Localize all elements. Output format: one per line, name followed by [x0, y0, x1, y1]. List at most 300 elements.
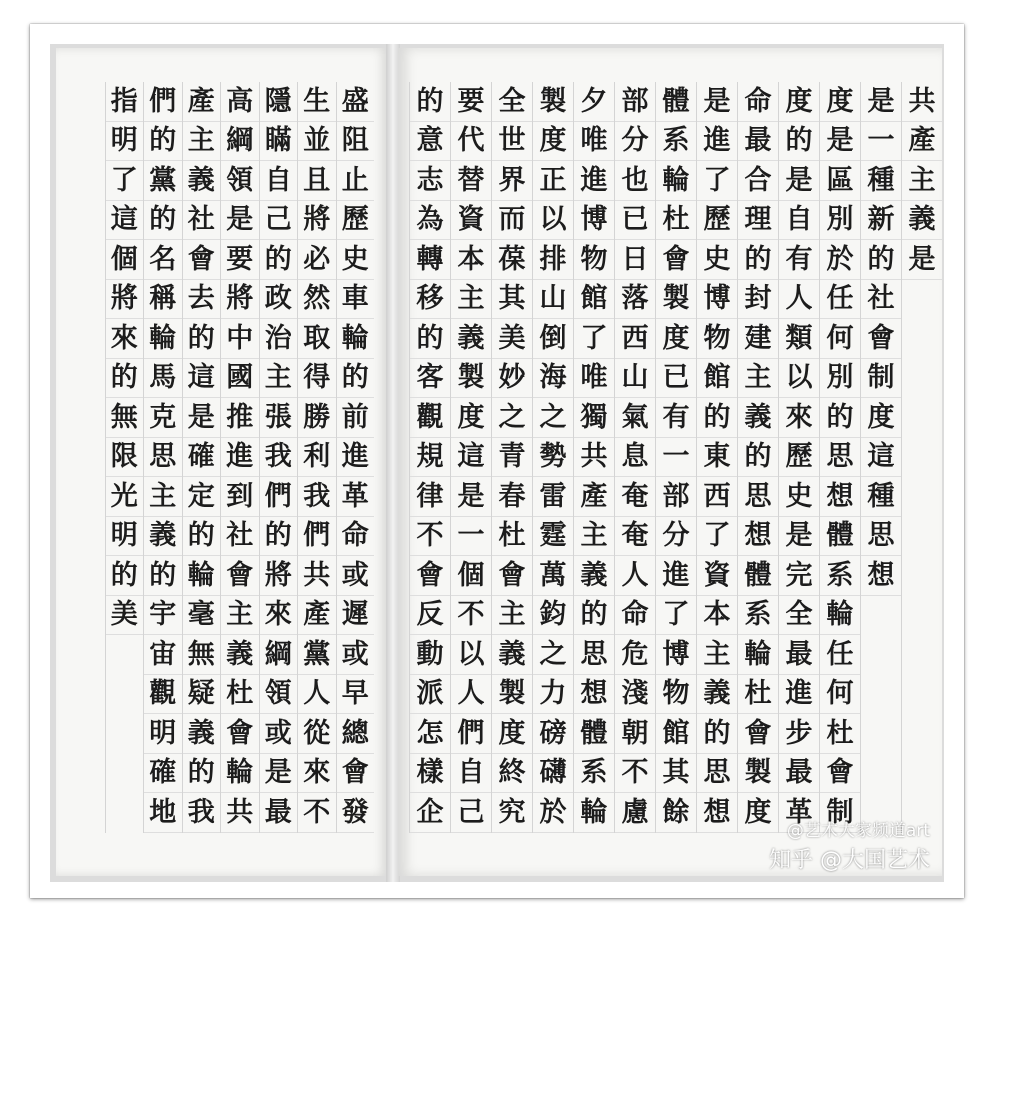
calligraphy-character: 企 [410, 793, 450, 833]
calligraphy-character: 革 [779, 793, 819, 833]
calligraphy-character: 不 [410, 517, 450, 557]
calligraphy-character: 建 [738, 319, 778, 359]
calligraphy-character: 無 [106, 398, 144, 438]
right-page-column [532, 82, 573, 833]
calligraphy-character: 是 [779, 161, 819, 201]
calligraphy-character: 想 [861, 556, 901, 596]
calligraphy-character: 定 [183, 477, 221, 517]
calligraphy-character: 地 [144, 793, 182, 833]
calligraphy-character: 輪 [820, 596, 860, 636]
calligraphy-character: 指 [106, 82, 144, 122]
watermark-line-1: @艺术大家频道art [786, 821, 930, 841]
calligraphy-character: 主 [451, 280, 491, 320]
calligraphy-character: 限 [106, 438, 144, 478]
calligraphy-character: 度 [533, 122, 573, 162]
right-page-column [573, 82, 614, 833]
right-page-column [614, 82, 655, 833]
calligraphy-character: 自 [260, 161, 298, 201]
calligraphy-character: 的 [738, 438, 778, 478]
calligraphy-character: 最 [260, 793, 298, 833]
calligraphy-character: 於 [533, 793, 573, 833]
calligraphy-book-photo [50, 44, 944, 882]
calligraphy-character: 體 [738, 556, 778, 596]
calligraphy-character: 是 [260, 754, 298, 794]
calligraphy-character: 想 [574, 675, 614, 715]
calligraphy-character: 唯 [574, 359, 614, 399]
calligraphy-character: 不 [298, 793, 336, 833]
calligraphy-character: 之 [533, 398, 573, 438]
calligraphy-character: 疑 [183, 675, 221, 715]
calligraphy-character: 客 [410, 359, 450, 399]
calligraphy-character: 治 [260, 319, 298, 359]
calligraphy-character: 杜 [656, 201, 696, 241]
calligraphy-character: 確 [183, 438, 221, 478]
calligraphy-character: 是 [451, 477, 491, 517]
calligraphy-character: 磅 [533, 714, 573, 754]
calligraphy-character: 鈞 [533, 596, 573, 636]
calligraphy-character: 是 [183, 398, 221, 438]
calligraphy-character: 春 [492, 477, 532, 517]
right-page-column [778, 82, 819, 833]
calligraphy-character: 輪 [183, 556, 221, 596]
calligraphy-character: 這 [183, 359, 221, 399]
calligraphy-character: 一 [451, 517, 491, 557]
right-page-column [819, 82, 860, 833]
calligraphy-character: 有 [656, 398, 696, 438]
calligraphy-character: 思 [697, 754, 737, 794]
calligraphy-character: 共 [221, 793, 259, 833]
calligraphy-character: 種 [861, 161, 901, 201]
calligraphy-character: 領 [260, 675, 298, 715]
calligraphy-character: 獨 [574, 398, 614, 438]
calligraphy-character: 反 [410, 596, 450, 636]
calligraphy-character: 有 [779, 240, 819, 280]
calligraphy-character: 度 [738, 793, 778, 833]
calligraphy-character: 倒 [533, 319, 573, 359]
calligraphy-character: 領 [221, 161, 259, 201]
calligraphy-character: 力 [533, 675, 573, 715]
calligraphy-character: 確 [144, 754, 182, 794]
left-page-column [105, 82, 144, 833]
right-page-column [491, 82, 532, 833]
calligraphy-character: 區 [820, 161, 860, 201]
calligraphy-character: 夕 [574, 82, 614, 122]
calligraphy-character: 系 [820, 556, 860, 596]
calligraphy-character: 的 [410, 82, 450, 122]
calligraphy-character: 的 [260, 517, 298, 557]
calligraphy-character: 系 [656, 122, 696, 162]
calligraphy-character: 館 [574, 280, 614, 320]
calligraphy-character: 種 [861, 477, 901, 517]
calligraphy-character: 杜 [492, 517, 532, 557]
calligraphy-character: 來 [106, 319, 144, 359]
calligraphy-character: 是 [221, 201, 259, 241]
calligraphy-character: 系 [738, 596, 778, 636]
left-page [56, 48, 388, 876]
calligraphy-character: 任 [820, 635, 860, 675]
calligraphy-character: 而 [492, 201, 532, 241]
calligraphy-character: 會 [221, 556, 259, 596]
calligraphy-character: 物 [574, 240, 614, 280]
calligraphy-character: 會 [861, 319, 901, 359]
calligraphy-character: 主 [144, 477, 182, 517]
calligraphy-character: 進 [656, 556, 696, 596]
calligraphy-character: 其 [492, 280, 532, 320]
calligraphy-character: 的 [779, 122, 819, 162]
calligraphy-character: 志 [410, 161, 450, 201]
calligraphy-character: 黨 [298, 635, 336, 675]
calligraphy-character: 杜 [820, 714, 860, 754]
calligraphy-character: 或 [337, 635, 375, 675]
calligraphy-character: 已 [656, 359, 696, 399]
calligraphy-character: 想 [697, 793, 737, 833]
calligraphy-character: 海 [533, 359, 573, 399]
calligraphy-character: 輪 [337, 319, 375, 359]
calligraphy-character: 總 [337, 714, 375, 754]
calligraphy-character: 封 [738, 280, 778, 320]
calligraphy-character: 系 [574, 754, 614, 794]
calligraphy-character: 動 [410, 635, 450, 675]
left-page-column [220, 82, 259, 833]
calligraphy-character: 或 [337, 556, 375, 596]
calligraphy-character: 館 [697, 359, 737, 399]
calligraphy-character: 製 [451, 359, 491, 399]
calligraphy-character: 最 [779, 635, 819, 675]
calligraphy-character: 們 [298, 517, 336, 557]
calligraphy-character: 體 [656, 82, 696, 122]
calligraphy-character: 妙 [492, 359, 532, 399]
calligraphy-character: 任 [820, 280, 860, 320]
calligraphy-character: 的 [183, 754, 221, 794]
calligraphy-character: 制 [861, 359, 901, 399]
calligraphy-character: 的 [337, 359, 375, 399]
calligraphy-character: 輪 [656, 161, 696, 201]
calligraphy-character: 義 [738, 398, 778, 438]
calligraphy-character: 美 [492, 319, 532, 359]
calligraphy-character: 製 [533, 82, 573, 122]
calligraphy-character: 的 [183, 517, 221, 557]
calligraphy-character: 分 [656, 517, 696, 557]
calligraphy-character: 的 [144, 122, 182, 162]
calligraphy-character: 觀 [144, 675, 182, 715]
calligraphy-character: 來 [298, 754, 336, 794]
calligraphy-character: 取 [298, 319, 336, 359]
calligraphy-character: 輪 [574, 793, 614, 833]
right-page-text-grid [416, 82, 942, 833]
calligraphy-character: 觀 [410, 398, 450, 438]
calligraphy-character: 輪 [738, 635, 778, 675]
calligraphy-character: 已 [615, 201, 655, 241]
calligraphy-character: 了 [106, 161, 144, 201]
calligraphy-character: 然 [298, 280, 336, 320]
calligraphy-character: 本 [697, 596, 737, 636]
calligraphy-character: 的 [106, 556, 144, 596]
watermark [769, 816, 930, 874]
calligraphy-character: 中 [221, 319, 259, 359]
calligraphy-character: 來 [260, 596, 298, 636]
calligraphy-character: 館 [656, 714, 696, 754]
calligraphy-character: 進 [697, 122, 737, 162]
calligraphy-character: 會 [183, 240, 221, 280]
calligraphy-character: 光 [106, 477, 144, 517]
calligraphy-character: 一 [656, 438, 696, 478]
calligraphy-character: 會 [656, 240, 696, 280]
calligraphy-character: 們 [451, 714, 491, 754]
calligraphy-character: 朝 [615, 714, 655, 754]
calligraphy-character: 其 [656, 754, 696, 794]
calligraphy-character: 主 [492, 596, 532, 636]
calligraphy-character: 物 [697, 319, 737, 359]
calligraphy-character: 霆 [533, 517, 573, 557]
calligraphy-character: 資 [451, 201, 491, 241]
calligraphy-character: 製 [738, 754, 778, 794]
calligraphy-character: 是 [861, 82, 901, 122]
calligraphy-character: 這 [106, 201, 144, 241]
calligraphy-character: 義 [221, 635, 259, 675]
calligraphy-character: 度 [779, 82, 819, 122]
calligraphy-character: 將 [221, 280, 259, 320]
calligraphy-character: 命 [615, 596, 655, 636]
calligraphy-character: 終 [492, 754, 532, 794]
calligraphy-character: 產 [298, 596, 336, 636]
calligraphy-character: 了 [656, 596, 696, 636]
left-page-text-grid [105, 82, 375, 833]
calligraphy-character: 究 [492, 793, 532, 833]
calligraphy-character: 是 [697, 82, 737, 122]
calligraphy-character: 合 [738, 161, 778, 201]
calligraphy-character: 且 [298, 161, 336, 201]
calligraphy-character: 進 [574, 161, 614, 201]
calligraphy-character: 義 [183, 161, 221, 201]
calligraphy-character: 將 [260, 556, 298, 596]
calligraphy-character: 我 [183, 793, 221, 833]
calligraphy-character: 義 [144, 517, 182, 557]
calligraphy-character: 樣 [410, 754, 450, 794]
watermark-line-2: 知乎 @大国艺术 [769, 848, 930, 873]
calligraphy-character: 的 [697, 714, 737, 754]
calligraphy-character: 瞞 [260, 122, 298, 162]
calligraphy-character: 高 [221, 82, 259, 122]
calligraphy-character: 部 [615, 82, 655, 122]
calligraphy-character: 綱 [260, 635, 298, 675]
calligraphy-character: 利 [298, 438, 336, 478]
calligraphy-character: 義 [574, 556, 614, 596]
calligraphy-character: 名 [144, 240, 182, 280]
calligraphy-character: 的 [738, 240, 778, 280]
calligraphy-character: 的 [260, 240, 298, 280]
calligraphy-character: 共 [574, 438, 614, 478]
calligraphy-character: 山 [533, 280, 573, 320]
calligraphy-character: 來 [779, 398, 819, 438]
calligraphy-character: 全 [492, 82, 532, 122]
calligraphy-character: 製 [492, 675, 532, 715]
calligraphy-character: 要 [451, 82, 491, 122]
calligraphy-character: 不 [451, 596, 491, 636]
calligraphy-character: 命 [337, 517, 375, 557]
calligraphy-character: 義 [183, 714, 221, 754]
calligraphy-character: 淺 [615, 675, 655, 715]
calligraphy-character: 社 [861, 280, 901, 320]
calligraphy-character: 替 [451, 161, 491, 201]
calligraphy-character: 綱 [221, 122, 259, 162]
calligraphy-character: 馬 [144, 359, 182, 399]
calligraphy-character: 產 [902, 122, 942, 162]
calligraphy-character: 轉 [410, 240, 450, 280]
calligraphy-character: 我 [298, 477, 336, 517]
calligraphy-character: 早 [337, 675, 375, 715]
calligraphy-character: 餘 [656, 793, 696, 833]
calligraphy-character: 主 [697, 635, 737, 675]
calligraphy-character: 博 [574, 201, 614, 241]
calligraphy-character: 產 [183, 82, 221, 122]
calligraphy-character: 歷 [697, 201, 737, 241]
calligraphy-character: 奄 [615, 477, 655, 517]
calligraphy-character: 最 [738, 122, 778, 162]
calligraphy-character: 製 [656, 280, 696, 320]
calligraphy-character: 勢 [533, 438, 573, 478]
calligraphy-character: 人 [615, 556, 655, 596]
calligraphy-character: 世 [492, 122, 532, 162]
calligraphy-character: 車 [337, 280, 375, 320]
calligraphy-character: 度 [861, 398, 901, 438]
calligraphy-character: 度 [451, 398, 491, 438]
calligraphy-character: 思 [820, 438, 860, 478]
calligraphy-character: 明 [106, 517, 144, 557]
calligraphy-character: 度 [492, 714, 532, 754]
calligraphy-character: 政 [260, 280, 298, 320]
calligraphy-character: 別 [820, 201, 860, 241]
right-page-column [450, 82, 491, 833]
calligraphy-character: 東 [697, 438, 737, 478]
calligraphy-character: 新 [861, 201, 901, 241]
calligraphy-character: 主 [221, 596, 259, 636]
calligraphy-character: 將 [106, 280, 144, 320]
calligraphy-character: 從 [298, 714, 336, 754]
calligraphy-character: 們 [260, 477, 298, 517]
left-page-column [259, 82, 298, 833]
calligraphy-character: 氣 [615, 398, 655, 438]
calligraphy-character: 宇 [144, 596, 182, 636]
calligraphy-character: 我 [260, 438, 298, 478]
calligraphy-character: 社 [221, 517, 259, 557]
calligraphy-character: 主 [738, 359, 778, 399]
calligraphy-character: 分 [615, 122, 655, 162]
calligraphy-character: 何 [820, 675, 860, 715]
calligraphy-character: 進 [221, 438, 259, 478]
calligraphy-character: 思 [144, 438, 182, 478]
calligraphy-character: 的 [820, 398, 860, 438]
calligraphy-character: 以 [451, 635, 491, 675]
calligraphy-character: 為 [410, 201, 450, 241]
calligraphy-character: 自 [779, 201, 819, 241]
calligraphy-character: 共 [298, 556, 336, 596]
calligraphy-character: 日 [615, 240, 655, 280]
calligraphy-character: 會 [410, 556, 450, 596]
calligraphy-character: 盛 [337, 82, 375, 122]
right-page-column [737, 82, 778, 833]
calligraphy-character: 葆 [492, 240, 532, 280]
calligraphy-character: 青 [492, 438, 532, 478]
calligraphy-character: 的 [144, 201, 182, 241]
calligraphy-character: 義 [492, 635, 532, 675]
calligraphy-character: 度 [656, 319, 696, 359]
calligraphy-character: 規 [410, 438, 450, 478]
calligraphy-character: 的 [144, 556, 182, 596]
calligraphy-character: 的 [106, 359, 144, 399]
calligraphy-character: 以 [779, 359, 819, 399]
calligraphy-character: 輪 [221, 754, 259, 794]
calligraphy-character: 杜 [738, 675, 778, 715]
calligraphy-character: 勝 [298, 398, 336, 438]
calligraphy-character: 主 [183, 122, 221, 162]
calligraphy-character: 遲 [337, 596, 375, 636]
calligraphy-character: 主 [574, 517, 614, 557]
calligraphy-character: 史 [337, 240, 375, 280]
calligraphy-character: 己 [260, 201, 298, 241]
calligraphy-character: 命 [738, 82, 778, 122]
calligraphy-character: 的 [410, 319, 450, 359]
calligraphy-character: 生 [298, 82, 336, 122]
calligraphy-character: 奄 [615, 517, 655, 557]
calligraphy-character: 會 [820, 754, 860, 794]
calligraphy-character: 會 [492, 556, 532, 596]
calligraphy-character: 共 [902, 82, 942, 122]
calligraphy-character: 危 [615, 635, 655, 675]
left-page-column [336, 82, 375, 833]
calligraphy-character: 社 [183, 201, 221, 241]
calligraphy-character: 這 [861, 438, 901, 478]
calligraphy-character: 個 [106, 240, 144, 280]
calligraphy-character: 主 [260, 359, 298, 399]
calligraphy-character: 人 [779, 280, 819, 320]
calligraphy-character: 度 [820, 82, 860, 122]
calligraphy-character: 之 [492, 398, 532, 438]
calligraphy-character: 主 [902, 161, 942, 201]
calligraphy-character: 息 [615, 438, 655, 478]
calligraphy-character: 思 [574, 635, 614, 675]
calligraphy-character: 進 [779, 675, 819, 715]
calligraphy-character: 產 [574, 477, 614, 517]
calligraphy-character: 思 [861, 517, 901, 557]
calligraphy-character: 明 [144, 714, 182, 754]
calligraphy-character: 移 [410, 280, 450, 320]
calligraphy-character: 體 [574, 714, 614, 754]
calligraphy-character: 完 [779, 556, 819, 596]
calligraphy-character: 是 [779, 517, 819, 557]
calligraphy-character: 杜 [221, 675, 259, 715]
calligraphy-character: 張 [260, 398, 298, 438]
calligraphy-character: 律 [410, 477, 450, 517]
calligraphy-character: 之 [533, 635, 573, 675]
calligraphy-character: 去 [183, 280, 221, 320]
calligraphy-character: 義 [902, 201, 942, 241]
calligraphy-character: 人 [451, 675, 491, 715]
calligraphy-character: 前 [337, 398, 375, 438]
calligraphy-character: 想 [820, 477, 860, 517]
right-page-column [860, 82, 901, 833]
calligraphy-character: 克 [144, 398, 182, 438]
calligraphy-character: 的 [183, 319, 221, 359]
calligraphy-character: 到 [221, 477, 259, 517]
calligraphy-character: 山 [615, 359, 655, 399]
calligraphy-character: 博 [697, 280, 737, 320]
calligraphy-character: 最 [779, 754, 819, 794]
calligraphy-character: 的 [574, 596, 614, 636]
calligraphy-character: 是 [820, 122, 860, 162]
calligraphy-character: 萬 [533, 556, 573, 596]
calligraphy-character: 宙 [144, 635, 182, 675]
calligraphy-character: 革 [337, 477, 375, 517]
